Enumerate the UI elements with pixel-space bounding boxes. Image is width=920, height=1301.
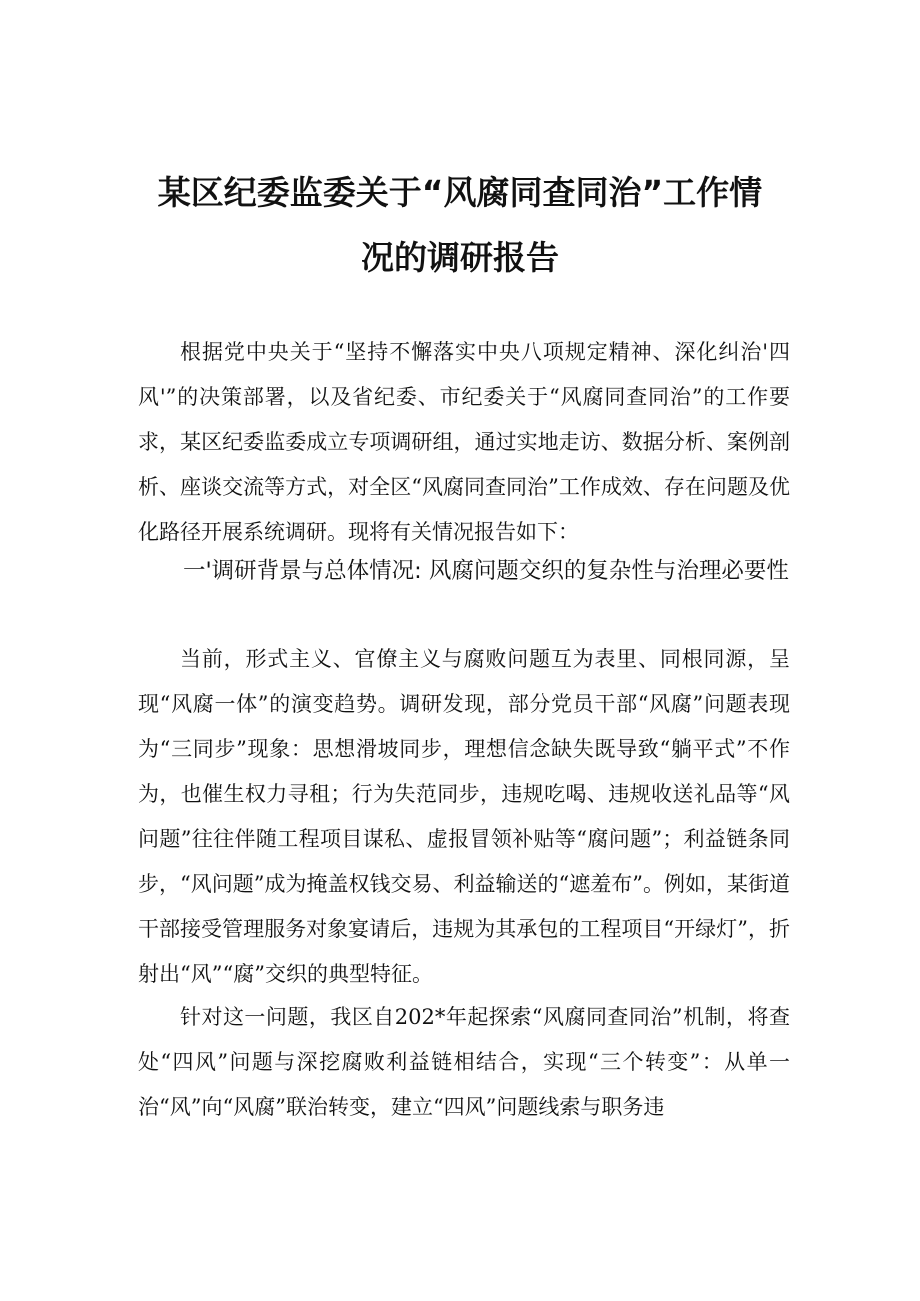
document-title: [120, 160, 800, 290]
title-line-2: 况的调研报告: [361, 238, 559, 277]
section-heading: 一'调研背景与总体情况: 风腐问题交织的复杂性与治理必要性: [183, 558, 789, 584]
body-paragraph: 当前，形式主义、官僚主义与腐败问题互为表里、同根同源，呈现“风腐一体”的演变趋势。调研发现，部分党员干部“风腐”问题表现为“三同步”现象：思想滑坡同步，理想信念缺失既导致“躺平式”不作为，也催生权力寻租；行为失范同步，违规吃喝、违规收送礼品等“风问题”往往伴随工程项目谋私、虚报冒领补贴等“腐问题”；利益链条同步，“风问题”成为掩盖权钱交易、利益输送的“遮羞布”。例如，某街道干部接受管理服务对象宴请后，违规为其承包的工程项目“开绿灯”，折射出“风”“腐”交织的典型特征。: [138, 647, 790, 986]
intro-paragraph: 根据党中央关于“坚持不懈落实中央八项规定精神、深化纠治'四风'”的决策部署，以及省纪委、市纪委关于“风腐同查同治”的工作要求，某区纪委监委成立专项调研组，通过实地走访、数据分析、案例剖析、座谈交流等方式，对全区“风腐同查同治”工作成效、存在问题及优化路径开展系统调研。现将有关情况报告如下：: [138, 340, 790, 544]
body-paragraph: 针对这一问题，我区自202*年起探索“风腐同查同治”机制，将查处“四风”问题与深挖腐败利益链相结合，实现“三个转变”：从单一治“风”向“风腐”联治转变，建立“四风”问题线索与职务违: [138, 1005, 790, 1119]
title-line-1: 某区纪委监委关于“风腐同查同治”工作情: [157, 173, 763, 212]
